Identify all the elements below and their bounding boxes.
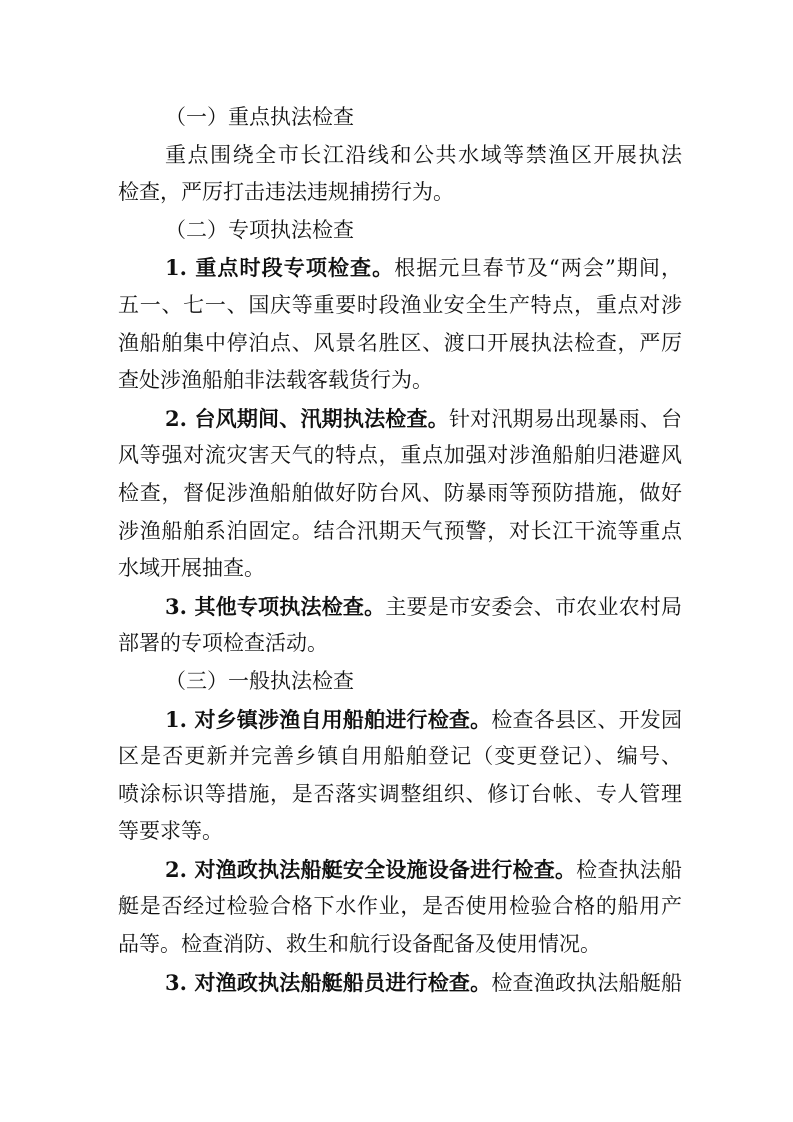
line-text: 艇是否经过检验合格下水作业，是否使用检验合格的船用产	[118, 894, 682, 919]
line-text: 五一、七一、国庆等重要时段渔业安全生产特点，重点对涉	[118, 292, 682, 317]
line-text: （二）专项执法检查	[165, 217, 354, 242]
text-line	[118, 776, 682, 814]
text-line	[118, 964, 682, 1002]
line-text: 涉渔船舶系泊固定。结合汛期天气预警，对长江干流等重点	[118, 518, 682, 543]
paragraph	[118, 701, 682, 851]
text-line	[118, 475, 682, 513]
text-line	[118, 137, 682, 175]
line-text: 查处涉渔船舶非法载客载货行为。	[118, 368, 433, 393]
text-line	[118, 625, 682, 663]
line-text: （一）重点执法检查	[165, 105, 354, 129]
line-text: 检查渔政执法船艇船	[491, 970, 683, 995]
line-text: 重点围绕全市长江沿线和公共水域等禁渔区开展执法	[165, 142, 682, 167]
text-line	[118, 325, 682, 363]
bold-lead: 1. 重点时段专项检查。	[165, 255, 395, 281]
text-line	[118, 888, 682, 926]
paragraph	[118, 964, 682, 1002]
text-line	[118, 287, 682, 325]
text-line	[118, 550, 682, 588]
bold-lead: 1. 对乡镇涉渔自用船舶进行检查。	[165, 706, 492, 732]
paragraph	[118, 588, 682, 663]
line-text: 风等强对流灾害天气的特点，重点加强对涉渔船舶归港避风	[118, 443, 682, 468]
section-heading	[118, 212, 682, 250]
document-page	[118, 99, 682, 1001]
line-text: 检查执法船	[576, 857, 683, 882]
line-text: 检查，督促涉渔船舶做好防台风、防暴雨等预防措施，做好	[118, 480, 682, 505]
section-heading	[118, 99, 682, 137]
line-text: 针对汛期易出现暴雨、台	[448, 406, 683, 431]
paragraph	[118, 249, 682, 399]
bold-lead: 2. 台风期间、汛期执法检查。	[165, 405, 449, 431]
bold-lead: 3. 其他专项执法检查。	[165, 593, 386, 619]
line-text: 区是否更新并完善乡镇自用船舶登记（变更登记）、编号、	[118, 744, 682, 769]
text-line	[118, 851, 682, 889]
text-line	[118, 513, 682, 551]
section-heading	[118, 663, 682, 701]
text-line	[118, 663, 682, 701]
text-line	[118, 362, 682, 400]
text-line	[118, 813, 682, 851]
paragraph	[118, 851, 682, 964]
text-line	[118, 99, 682, 137]
line-text: 水域开展抽查。	[118, 556, 265, 581]
line-text: 等要求等。	[118, 819, 223, 844]
line-text: 检查，严厉打击违法违规捕捞行为。	[118, 180, 454, 205]
line-text: 根据元旦春节及“两会”期间，	[394, 256, 682, 281]
paragraph	[118, 400, 682, 588]
line-text: 检查各县区、开发园	[491, 707, 683, 732]
text-line	[118, 588, 682, 626]
text-line	[118, 249, 682, 287]
paragraph	[118, 137, 682, 212]
text-line	[118, 738, 682, 776]
text-line	[118, 437, 682, 475]
text-line	[118, 400, 682, 438]
line-text: 主要是市安委会、市农业农村局	[385, 594, 683, 619]
text-line	[118, 212, 682, 250]
line-text: 渔船舶集中停泊点、风景名胜区、渡口开展执法检查，严厉	[118, 330, 682, 355]
text-line	[118, 174, 682, 212]
bold-lead: 3. 对渔政执法船艇船员进行检查。	[165, 969, 492, 995]
text-line	[118, 701, 682, 739]
text-line	[118, 926, 682, 964]
line-text: 喷涂标识等措施，是否落实调整组织、修订台帐、专人管理	[118, 781, 682, 806]
bold-lead: 2. 对渔政执法船艇安全设施设备进行检查。	[165, 856, 577, 882]
line-text: 部署的专项检查活动。	[118, 631, 328, 656]
line-text: （三）一般执法检查	[165, 668, 354, 693]
line-text: 品等。检查消防、救生和航行设备配备及使用情况。	[118, 932, 601, 957]
